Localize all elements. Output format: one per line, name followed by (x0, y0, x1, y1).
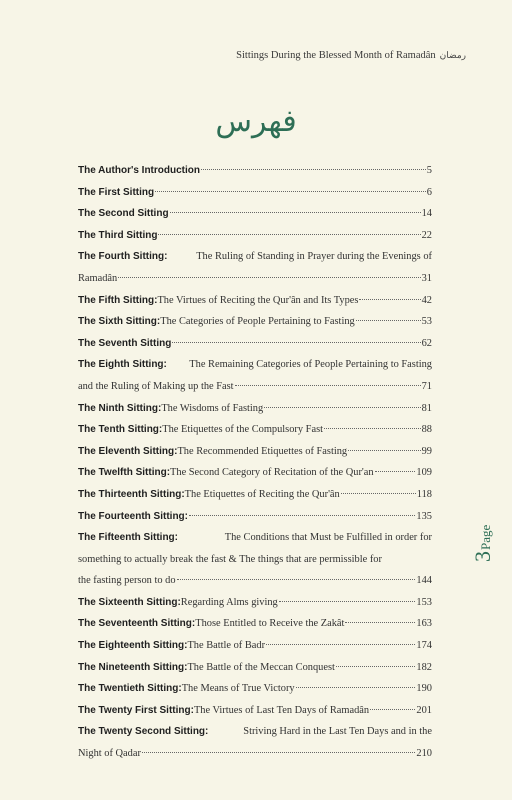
toc-entry-line (78, 268, 432, 290)
dot-leader (375, 471, 416, 472)
toc-entry-page: 190 (416, 683, 432, 695)
running-header (236, 50, 466, 61)
dot-leader (279, 601, 416, 602)
toc-entry (78, 398, 432, 420)
toc-heading: فهرس (215, 104, 297, 139)
toc-entry (78, 441, 432, 463)
dot-leader (155, 191, 426, 192)
toc-entry-description: Striving Hard in the Last Ten Days and in the (243, 726, 432, 738)
dot-leader (296, 687, 416, 688)
toc-entry-description: Ramadân (78, 272, 118, 284)
dot-leader (356, 320, 421, 321)
toc-entry-title: The Eighth Sitting: (78, 359, 167, 371)
toc-entry-description: The Means of True Victory (181, 683, 295, 695)
toc-entry (78, 678, 432, 700)
dot-leader (170, 212, 421, 213)
page-number: 3 (470, 551, 495, 562)
toc-entry-page: 153 (416, 596, 432, 608)
toc-entry-title: The Eleventh Sitting: (78, 445, 178, 457)
toc-entry-title: The Fifth Sitting: (78, 294, 158, 306)
toc-entry-page: 163 (416, 618, 432, 630)
toc-entry-line (78, 549, 432, 571)
toc-entry-line (78, 376, 432, 398)
toc-entry-page: 201 (416, 704, 432, 716)
toc-entry-page: 31 (421, 272, 432, 284)
toc-entry-line (78, 354, 432, 376)
toc-entry-description: The Virtues of Reciting the Qur'ân and Its Types (157, 294, 359, 306)
toc-entry-line (78, 570, 432, 592)
toc-entry-title: The Third Sitting (78, 229, 158, 241)
toc-entry-line (78, 527, 432, 549)
toc-entry (78, 462, 432, 484)
toc-entry-page: 210 (416, 748, 432, 760)
dot-leader (235, 385, 421, 386)
dot-leader (359, 299, 420, 300)
toc-entry-description: The Battle of Badr (187, 640, 266, 652)
toc-entry-page: 62 (421, 337, 432, 349)
page-marker (466, 506, 506, 566)
toc-entry (78, 613, 432, 635)
dot-leader (177, 579, 416, 580)
toc-entry (78, 203, 432, 225)
toc-entry-title: The Author's Introduction (78, 165, 200, 176)
table-of-contents (78, 160, 432, 765)
dot-leader (172, 342, 420, 343)
toc-entry-page: 5 (426, 165, 432, 176)
dot-leader (336, 666, 416, 667)
toc-entry-page: 99 (421, 445, 432, 457)
toc-entry-page: 53 (421, 316, 432, 328)
toc-entry-title: The Fourth Sitting: (78, 251, 168, 263)
toc-entry-title: The Sixth Sitting: (78, 316, 161, 328)
toc-entry (78, 225, 432, 247)
toc-entry-title: The Twenty Second Sitting: (78, 726, 209, 738)
toc-entry-line (78, 246, 432, 268)
toc-entry-description: The Wisdoms of Fasting (161, 402, 264, 414)
dot-leader (341, 493, 416, 494)
toc-entry-title: The Ninth Sitting: (78, 402, 162, 414)
toc-entry-title: The Twenty First Sitting: (78, 704, 194, 716)
toc-entry (78, 484, 432, 506)
dot-leader (189, 515, 415, 516)
toc-entry-title: The Fourteenth Sitting: (78, 510, 188, 522)
dot-leader (118, 277, 420, 278)
toc-entry-title: The Seventh Sitting (78, 337, 172, 349)
toc-entry-description: something to actually break the fast & The things that are permissible for (78, 553, 382, 565)
toc-entry (78, 333, 432, 355)
toc-entry-description: The Battle of the Meccan Conquest (187, 661, 335, 673)
toc-entry-page: 14 (421, 208, 432, 220)
toc-entry-description: The Second Category of Recitation of the Qur'an (170, 467, 374, 479)
toc-entry-description: The Conditions that Must be Fulfilled in order for (224, 532, 432, 544)
dot-leader (266, 644, 415, 645)
toc-entry-description: The Etiquettes of the Compulsory Fast (162, 424, 323, 436)
toc-entry-description: the fasting person to do (78, 575, 176, 587)
page-label: Page (478, 524, 493, 550)
dot-leader (201, 169, 426, 170)
toc-entry-page: 42 (421, 294, 432, 306)
dot-leader (348, 450, 420, 451)
toc-entry-title: The First Sitting (78, 186, 155, 198)
toc-entry (78, 290, 432, 312)
toc-entry-line (78, 721, 432, 743)
dot-leader (142, 752, 416, 753)
toc-entry-title: The Fifteenth Sitting: (78, 532, 178, 544)
dot-leader (345, 622, 415, 623)
dot-leader (370, 709, 415, 710)
dot-leader (324, 428, 421, 429)
toc-entry-title: The Sixteenth Sitting: (78, 596, 181, 608)
toc-entry-description: The Remaining Categories of People Pertaining to Fasting (189, 359, 432, 371)
toc-entry-page: 88 (421, 424, 432, 436)
toc-entry-description: The Ruling of Standing in Prayer during the Evenings of (196, 251, 432, 263)
toc-entry-page: 109 (416, 467, 432, 479)
toc-entry (78, 700, 432, 722)
toc-entry (78, 657, 432, 679)
toc-entry (78, 160, 432, 182)
toc-entry-title: The Seventeenth Sitting: (78, 618, 196, 630)
toc-entry (78, 592, 432, 614)
toc-entry-page: 71 (421, 380, 432, 392)
toc-entry-page: 118 (416, 488, 432, 500)
toc-entry-page: 135 (416, 510, 432, 522)
toc-entry-title: The Tenth Sitting: (78, 424, 163, 436)
toc-entry-title: The Eighteenth Sitting: (78, 640, 188, 652)
toc-entry-description: and the Ruling of Making up the Fast (78, 380, 234, 392)
toc-entry-title: The Second Sitting (78, 208, 169, 220)
toc-entry-page: 144 (416, 575, 432, 587)
running-title: Sittings During the Blessed Month of Ramadân (236, 50, 436, 61)
toc-entry-title: The Twentieth Sitting: (78, 683, 182, 695)
dot-leader (264, 407, 420, 408)
toc-entry (78, 419, 432, 441)
toc-entry-description: The Etiquettes of Reciting the Qur'ân (184, 488, 340, 500)
toc-entry (78, 182, 432, 204)
toc-entry-page: 174 (416, 640, 432, 652)
toc-entry-page: 22 (421, 229, 432, 241)
toc-entry-page: 182 (416, 661, 432, 673)
toc-entry-title: The Thirteenth Sitting: (78, 488, 185, 500)
dot-leader (158, 234, 420, 235)
toc-entry-description: The Recommended Etiquettes of Fasting (177, 445, 348, 457)
toc-entry-description: Regarding Alms giving (180, 596, 278, 608)
toc-entry-page: 6 (426, 186, 432, 198)
toc-entry-description: The Categories of People Pertaining to Fasting (160, 316, 355, 328)
toc-entry-description: The Virtues of Last Ten Days of Ramadân (193, 704, 370, 716)
toc-entry-title: The Nineteenth Sitting: (78, 661, 188, 673)
toc-entry-line (78, 743, 432, 765)
toc-entry-title: The Twelfth Sitting: (78, 467, 171, 479)
toc-entry-description: Night of Qadar (78, 748, 141, 760)
toc-entry-description: Those Entitled to Receive the Zakât (195, 618, 345, 630)
toc-entry (78, 506, 432, 528)
toc-entry (78, 635, 432, 657)
header-ornament-icon: رمضان (439, 50, 466, 60)
toc-entry-page: 81 (421, 402, 432, 414)
toc-entry (78, 311, 432, 333)
